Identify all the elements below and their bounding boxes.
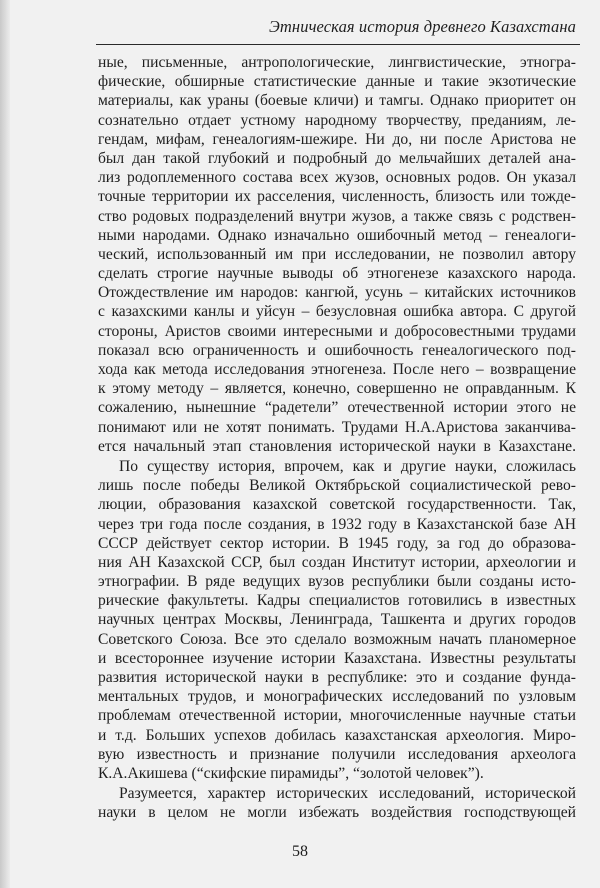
text-line: гендам, мифам, генеалогиям-шежире. Ни до, ни после Аристова не	[98, 130, 576, 148]
text-line: научных центрах Москвы, Ленинграда, Ташкента и других городов	[98, 611, 576, 629]
paragraph-3	[98, 784, 576, 822]
text-line: этнографии. В ряде ведущих вузов республики были созданы исто-	[98, 573, 576, 591]
text-line: точные территории их расселения, численность, близость или тожде-	[98, 188, 576, 206]
text-line: Отождествление им народов: кангюй, усунь – китайских источников	[98, 284, 576, 302]
text-line: К.А.Акишева (“скифские пирамиды”, “золотой человек”).	[98, 764, 484, 782]
text-line: ментальных трудов, и монографических исследований по узловым	[98, 688, 576, 706]
text-line: ческий, использованный им при исследовании, не позволил автору	[98, 245, 576, 263]
text-line: СССР действует сектор истории. В 1945 году, за год до образова-	[98, 534, 576, 552]
text-line: Разумеется, характер исторических исследований, исторической	[119, 785, 576, 803]
text-line: с казахскими канлы и уйсун – безусловная ошибка автора. С другой	[98, 303, 576, 321]
text-line: сожалению, нынешние “радетели” отечественной истории этого не	[98, 399, 576, 417]
page-number: 58	[292, 843, 308, 860]
text-line: сознательно отдает устному народному творчеству, преданиям, ле-	[98, 111, 576, 129]
text-line: через три года после создания, в 1932 году в Казахстанской базе АН	[98, 515, 576, 533]
text-line: развития исторической науки в республике: это и создание фунда-	[98, 669, 576, 686]
paragraph-1	[98, 53, 576, 456]
text-line: показал всю ограниченность и ошибочность генеалогического под-	[98, 341, 576, 359]
text-line: фические, обширные статистические данные и такие экзотические	[98, 73, 576, 91]
paragraph-2	[98, 457, 576, 783]
header-title: Этническая история древнего Казахстана	[269, 17, 576, 36]
text-line: лишь после победы Великой Октябрьской социалистической рево-	[98, 477, 576, 495]
text-line: науки в целом не могли избежать воздействия господствующей	[98, 804, 576, 822]
text-line: и всестороннее изучение истории Казахстана. Известны результаты	[98, 649, 576, 667]
text-line: вую известность и признание получили исследования археолога	[98, 745, 576, 763]
text-line: и т.д. Больших успехов добилась казахстанская археология. Миро-	[98, 726, 576, 744]
text-line: лиз родоплеменного состава всех жузов, основных родов. Он указал	[98, 169, 576, 187]
text-line: хода как метода исследования этногенеза. После него – возвращение	[98, 361, 576, 378]
text-line: материалы, как ураны (боевые кличи) и тамгы. Однако приоритет он	[98, 92, 576, 110]
body-text	[98, 53, 576, 823]
text-line: Советского Союза. Все это сделало возможным начать планомерное	[98, 630, 576, 648]
text-line: понимают или не хотят понимать. Трудами Н.А.Аристова заканчива-	[98, 418, 576, 436]
text-line: к этому методу – является, конечно, совершенно не оправданным. К	[98, 380, 576, 398]
text-line: люции, образования казахской советской государственности. Так,	[98, 496, 576, 514]
text-line: стороны, Аристов своими интересными и добросовестными трудами	[98, 322, 576, 340]
text-line: проблемам отечественной истории, многочисленные научные статьи	[98, 707, 576, 725]
text-line: ния АН Казахской ССР, был создан Институт истории, археологии и	[98, 553, 576, 571]
text-line: рические факультеты. Кадры специалистов готовились в известных	[98, 592, 576, 610]
text-line: ными народами. Однако изначально ошибочный метод – генеалоги-	[98, 226, 576, 244]
page-binding-edge	[0, 0, 10, 888]
running-header	[96, 4, 580, 45]
text-line: ные, письменные, антропологические, лингвистические, этногра-	[98, 54, 576, 71]
text-line: ется начальный этап становления исторической науки в Казахстане.	[98, 437, 576, 455]
text-line: По существу история, впрочем, как и другие науки, сложилась	[119, 457, 576, 475]
text-line: был дан такой глубокий и подробный до мельчайших деталей ана-	[98, 149, 576, 167]
text-line: ство родовых подразделений внутри жузов, а также связь с родствен-	[98, 207, 576, 225]
text-line: сделать строгие научные выводы об этногенезе казахского народа.	[98, 265, 576, 283]
